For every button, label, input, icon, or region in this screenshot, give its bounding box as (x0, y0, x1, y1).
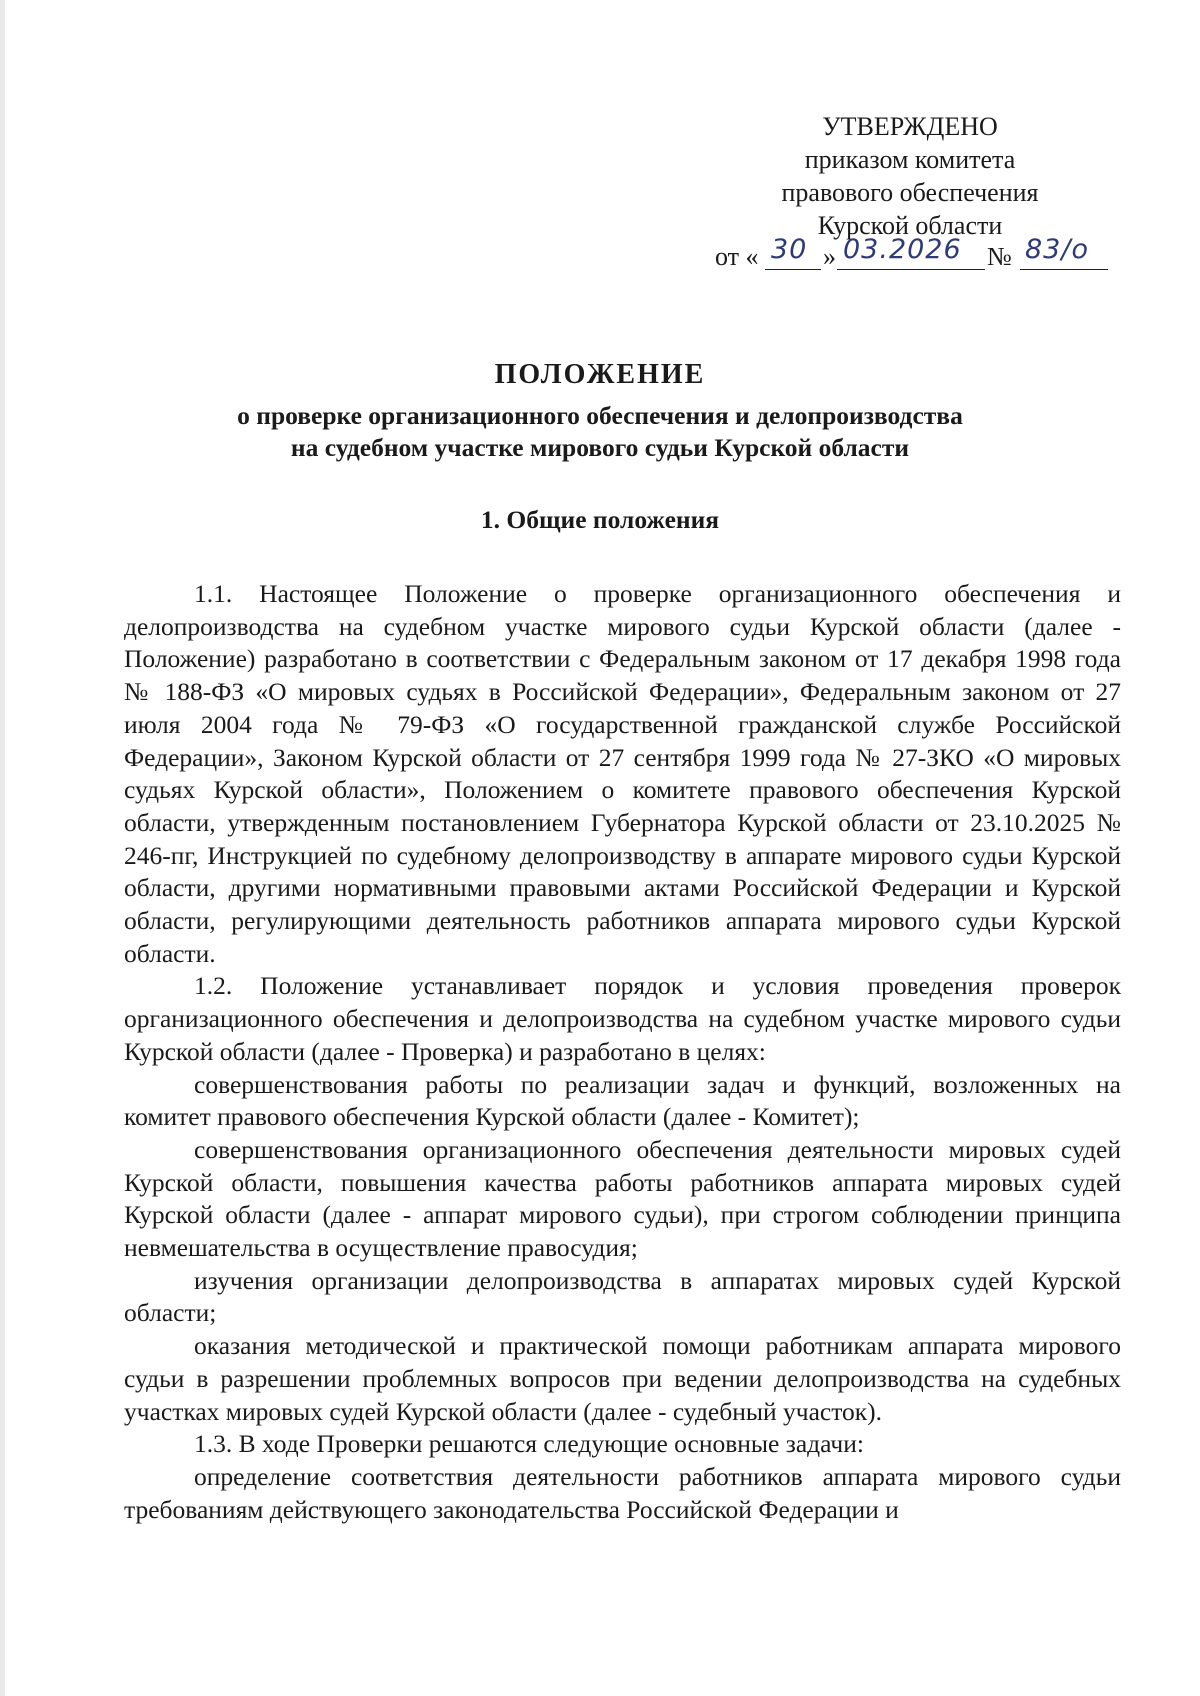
handwritten-number: 83/о (1025, 234, 1089, 265)
document-body (124, 578, 1121, 1526)
approval-heading: УТВЕРЖДЕНО (822, 112, 998, 141)
paragraph-1-3: 1.3. В ходе Проверки решаются следующие основные задачи: (194, 1429, 864, 1459)
paragraph-goal-4: оказания методической и практической помощи работникам аппарата мирового судьи в разрешении проблемных вопросов при ведении делопроизводства на судебных участках мировых судей Курской области (далее - судебный участок). (124, 1331, 1121, 1426)
handwritten-month-year: 03.2026 (843, 234, 962, 265)
paragraph-1-2: 1.2. Положение устанавливает порядок и условия проведения проверок организационного обеспечения и делопроизводства на судебном участке мирового судьи Курской области (далее - Проверка) и разработано в целях: (124, 971, 1121, 1066)
handwritten-day: 30 (771, 234, 808, 265)
document-title: ПОЛОЖЕНИЕ (494, 359, 706, 390)
approval-date-line (715, 234, 1115, 274)
paragraph-goal-3: изучения организации делопроизводства в аппаратах мировых судей Курской области; (124, 1265, 1121, 1328)
number-underline (1020, 269, 1108, 270)
paragraph-task-1: определение соответствия деятельности работников аппарата мирового судьи требованиям действующего законодательства Российской Федерации и (124, 1461, 1121, 1524)
date-prefix: от « (715, 242, 759, 271)
date-separator: » (823, 242, 836, 271)
subtitle-line-2: на судебном участке мирового судьи Курской области (290, 433, 910, 462)
approval-line-order: приказом комитета (804, 145, 1016, 174)
paragraph-goal-1: совершенствования работы по реализации задач и функций, возложенных на комитет правового обеспечения Курской области (далее - Комитет); (124, 1069, 1121, 1132)
scan-edge (0, 0, 5, 1696)
section-heading: 1. Общие положения (480, 505, 720, 534)
month-year-underline (837, 269, 985, 270)
day-underline (765, 269, 821, 270)
paragraph-goal-2: совершенствования организационного обеспечения деятельности мировых судей Курской области, повышения качества работы работников аппарата мировых судей Курской области (далее - аппарат мирового судьи), при строгом соблюдении принципа невмешательства в осуществление правосудия; (124, 1134, 1121, 1263)
subtitle-line-1: о проверке организационного обеспечения и делопроизводства (237, 401, 963, 430)
approval-line-region: Курской области (817, 211, 1003, 240)
number-label: № (987, 242, 1012, 271)
paragraph-1-1: 1.1. Настоящее Положение о проверке организационного обеспечения и делопроизводства на судебном участке мирового судьи Курской области (далее - Положение) разработано в соответствии с Федеральным законом от 17 декабря 1998 года № 188-ФЗ «О мировых судьях в Российской Федерации», Федеральным законом от 27 июля 2004 года № 79-ФЗ «О государственной гражданской службе Российской Федерации», Законом Курской области от 27 сентября 1999 года № 27-ЗКО «О мировых судьях Курской области», Положением о комитете правового обеспечения Курской области, утвержденным постановлением Губернатора Курской области от 23.10.2025 № 246-пг, Инструкцией по судебному делопроизводству в аппарате мирового судьи Курской области, другими нормативными правовыми актами Российской Федерации и Курской области, регулирующими деятельность работников аппарата мирового судьи Курской области. (124, 579, 1121, 968)
document-subtitle (0, 400, 1200, 464)
approval-block (700, 110, 1120, 242)
approval-line-committee: правового обеспечения (781, 178, 1039, 207)
